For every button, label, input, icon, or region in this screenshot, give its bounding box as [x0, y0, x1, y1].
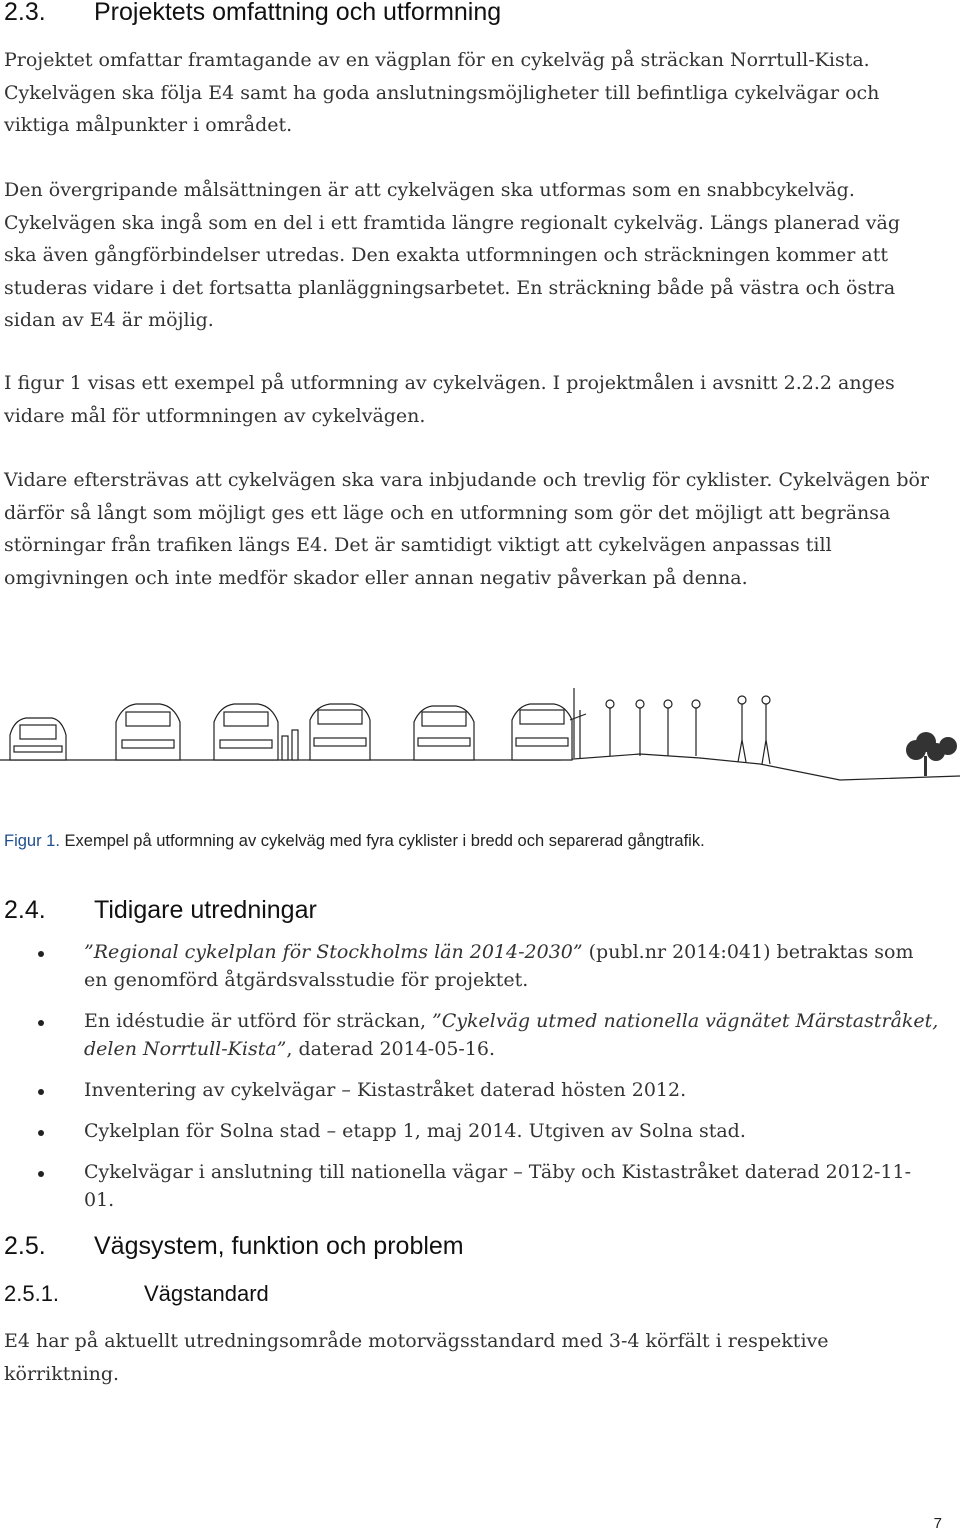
- reference-list: [0, 938, 940, 1227]
- reference-intro: En idéstudie är utförd för sträckan,: [84, 1010, 433, 1032]
- reference-details: (publ.nr 2014:041) betraktas som en genomförd åtgärdsvalsstudie för projektet.: [84, 941, 914, 991]
- page-number: 7: [933, 1515, 942, 1532]
- section-heading-2-3: [4, 0, 501, 27]
- paragraph-figure-ref: I figur 1 visas ett exempel på utformning av cykelvägen. I projektmålen i avsnitt 2.2.2 anges vidare mål för utformningen av cykelvägen.: [4, 372, 895, 427]
- reference-details: , daterad 2014-05-16.: [286, 1038, 496, 1060]
- section-number: 2.3.: [4, 0, 46, 26]
- car-icon: [116, 704, 180, 760]
- section-number: 2.4.: [4, 896, 46, 924]
- cyclist-icon: [692, 700, 700, 756]
- pedestrian-icon: [738, 696, 746, 762]
- paragraph-goal: Den övergripande målsättningen är att cykelvägen ska utformas som en snabbcykelväg. Cykelvägen ska ingå som en del i ett framtida längre regionalt cykelväg. Längs planerad väg ska även gångförbindelser utredas. Den exakta utformningen och sträckningen kommer att studeras vidare i det fortsatta planläggningsarbetet. En sträckning både på västra och östra sidan av E4 är möjlig.: [4, 179, 901, 331]
- cyclist-icon: [636, 700, 644, 756]
- car-icon: [214, 704, 278, 760]
- list-item: Inventering av cykelvägar – Kistastråket daterad hösten 2012.: [0, 1076, 940, 1104]
- reference-title: ”Cykelväg utmed nationella vägnätet Märstastråket, delen Norrtull-Kista”: [84, 1010, 939, 1060]
- list-item: [0, 938, 940, 994]
- paragraph-road-standard: E4 har på aktuellt utredningsområde motorvägsstandard med 3-4 körfält i respektive körriktning.: [4, 1330, 829, 1385]
- car-icon: [310, 704, 370, 760]
- cross-section-figure: [0, 680, 960, 790]
- section-title: Vägsystem, funktion och problem: [94, 1232, 464, 1260]
- section-title: Vägstandard: [144, 1281, 269, 1306]
- cyclist-icon: [606, 700, 614, 756]
- car-icon: [10, 718, 66, 760]
- section-heading-2-5-1: [4, 1281, 269, 1307]
- paragraph-scope: Projektet omfattar framtagande av en vägplan för en cykelväg på sträckan Norrtull-Kista. Cykelvägen ska följa E4 samt ha goda anslutningsmöjligheter till befintliga cykelvägar och viktiga målpunkter i området.: [4, 49, 880, 136]
- car-icon: [414, 706, 474, 760]
- section-title: Tidigare utredningar: [94, 896, 317, 924]
- pedestrian-icon: [762, 696, 770, 764]
- cyclist-icon: [664, 700, 672, 756]
- car-icon: [512, 704, 572, 760]
- paragraph-design: Vidare eftersträvas att cykelvägen ska vara inbjudande och trevlig för cyklister. Cykelvägen bör därför så långt som möjligt ges ett läge och en utformning som gör det möjligt att begränsa störningar från trafiken längs E4. Det är samtidigt viktigt att cykelvägen anpassas till omgivningen och inte medför skador eller annan negativ påverkan på denna.: [4, 469, 929, 589]
- section-number: 2.5.: [4, 1232, 46, 1260]
- section-heading-2-5: [4, 1232, 464, 1261]
- list-item: Cykelplan för Solna stad – etapp 1, maj 2014. Utgiven av Solna stad.: [0, 1117, 940, 1145]
- list-item: Cykelvägar i anslutning till nationella vägar – Täby och Kistastråket daterad 2012-11-01.: [0, 1158, 940, 1214]
- section-number: 2.5.1.: [4, 1281, 60, 1306]
- figure-label: Figur 1.: [4, 832, 60, 850]
- list-item: [0, 1007, 940, 1063]
- figure-caption-text: Exempel på utformning av cykelväg med fyra cyklister i bredd och separerad gångtrafik.: [64, 832, 705, 850]
- section-title: Projektets omfattning och utformning: [94, 0, 502, 26]
- section-heading-2-4: [4, 896, 317, 925]
- tree-icon: [906, 732, 957, 776]
- reference-title: ”Regional cykelplan för Stockholms län 2014-2030”: [84, 941, 583, 963]
- figure-caption: [4, 832, 705, 851]
